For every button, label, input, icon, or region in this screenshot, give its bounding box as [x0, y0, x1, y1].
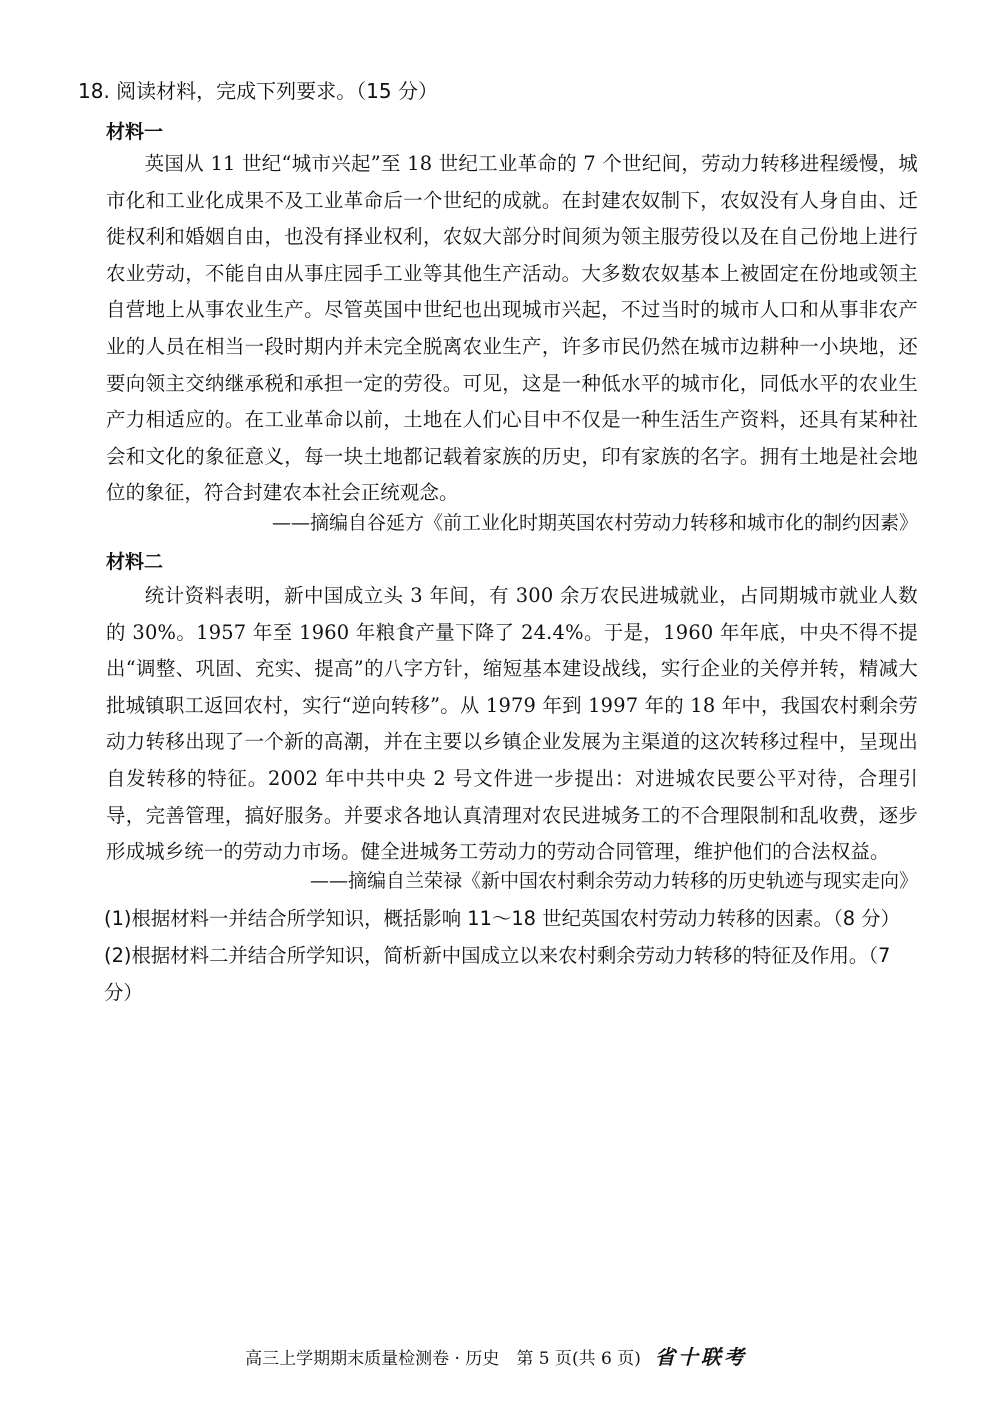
question-title: 18. 阅读材料，完成下列要求。（15 分）: [78, 79, 438, 103]
material1-heading: 材料一: [106, 121, 164, 143]
material1-text: 英国从 11 世纪“城市兴起”至 18 世纪工业革命的 7 个世纪间，劳动力转移进程缓慢，城市化和工业化成果不及工业革命后一个世纪的成就。在封建农奴制下，农奴没有人身自由、迁徙权利和婚姻自由，也没有择业权利，农奴大部分时间须为领主服劳役以及在自己份地上进行农业劳动，不能自由从事庄园手工业等其他生产活动。大多数农奴基本上被固定在份地或领主自营地上从事农业生产。尽管英国中世纪也出现城市兴起，不过当时的城市人口和从事非农产业的人员在相当一段时期内并未完全脱离农业生产，许多市民仍然在城市边耕种一小块地，还要向领主交纳继承税和承担一定的劳役。可见，这是一种低水平的城市化，同低水平的农业生产力相适应的。在工业革命以前，土地在人们心目中不仅是一种生活生产资料，还具有某种社会和文化的象征意义，每一块土地都记载着家族的历史，印有家族的名字。拥有土地是社会地位的象征，符合封建农本社会正统观念。: [106, 152, 918, 505]
subquestion-1: (1)根据材料一并结合所学知识，概括影响 11～18 世纪英国农村劳动力转移的因素。（8 分）: [104, 907, 901, 930]
material1-source: ——摘编自谷延方《前工业化时期英国农村劳动力转移和城市化的制约因素》: [271, 512, 918, 534]
material2-heading: 材料二: [106, 551, 164, 573]
footer-logo: 省十联考: [654, 1345, 747, 1369]
material2-source: ——摘编自兰荣禄《新中国农村剩余劳动力转移的历史轨迹与现实走向》: [309, 870, 918, 892]
subquestion-2: (2)根据材料二并结合所学知识，简析新中国成立以来农村剩余劳动力转移的特征及作用。（7 分）: [104, 944, 891, 1004]
footer-text: 高三上学期期末质量检测卷 · 历史 第 5 页(共 6 页): [245, 1349, 641, 1369]
page-footer: [0, 1344, 992, 1372]
material2-text: 统计资料表明，新中国成立头 3 年间，有 300 余万农民进城就业，占同期城市就业人数的 30%。1957 年至 1960 年粮食产量下降了 24.4%。于是，1960 年年底，中央不得不提出“调整、巩固、充实、提高”的八字方针，缩短基本建设战线，实行企业的关停并转，精减大批城镇职工返回农村，实行“逆向转移”。从 1979 年到 1997 年的 18 年中，我国农村剩余劳动力转移出现了一个新的高潮，并在主要以乡镇企业发展为主渠道的这次转移过程中，呈现出自发转移的特征。2002 年中共中央 2 号文件进一步提出：对进城农民要公平对待，合理引导，完善管理，搞好服务。并要求各地认真清理对农民进城务工的不合理限制和乱收费，逐步形成城乡统一的劳动力市场。健全进城务工劳动力的劳动合同管理，维护他们的合法权益。: [106, 584, 918, 864]
